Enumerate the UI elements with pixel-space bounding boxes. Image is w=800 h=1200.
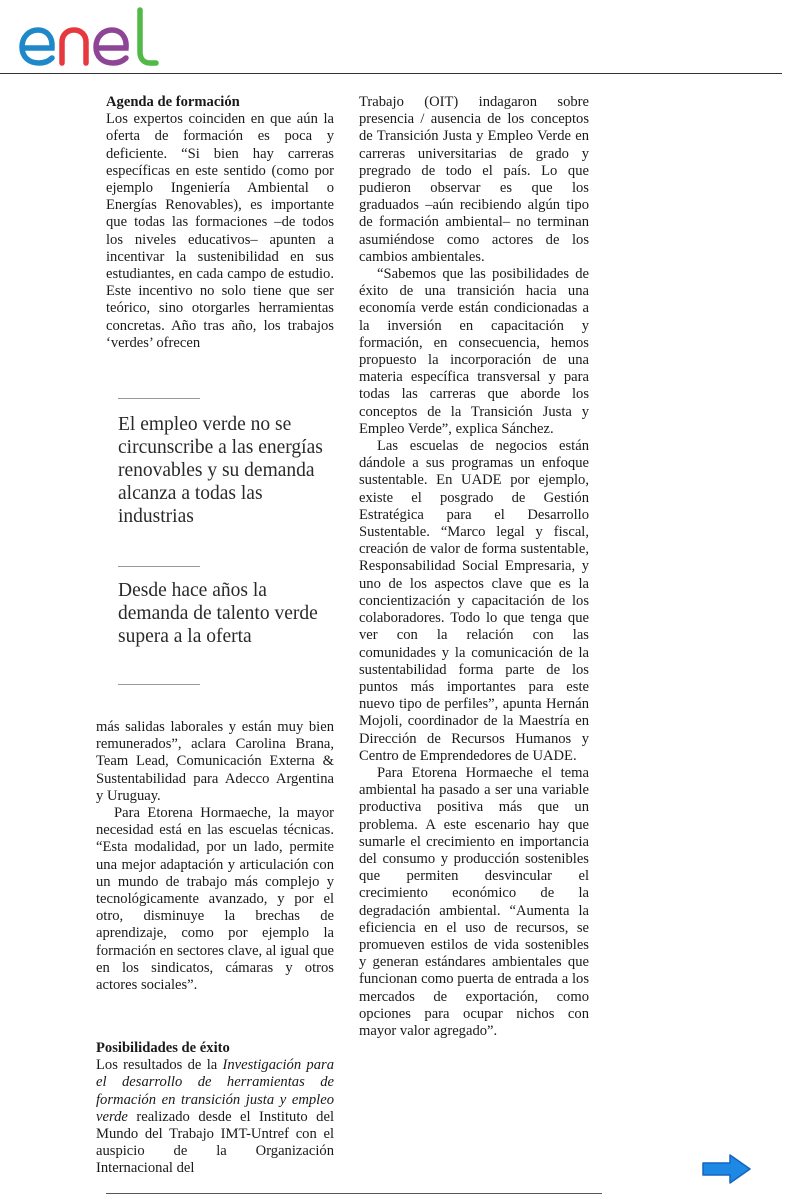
pullquote-empleo-verde: El empleo verde no se circunscribe a las energías renovables y su demanda alcanza a todas las industrias	[118, 414, 323, 527]
pullquote-rule	[118, 684, 200, 685]
paragraph-escuelas-tecnicas: Para Etorena Hormaeche, la mayor necesidad está en las escuelas técnicas. “Esta modalidad, por un lado, permite una mejor adaptación y articulación con un mundo de trabajo más complejo y tecnológicamente avanzado, y por el otro, disminuye la brechas de aprendizaje, como por ejemplo la formación en sectores clave, al igual que en los sindicatos, cámaras y otros actores sociales”.	[96, 805, 334, 994]
logo-letter-l	[140, 10, 156, 63]
paragraph-tema-ambiental: Para Etorena Hormaeche el tema ambiental ha pasado a ser una variable productiva positiva más que un problema. A este escenario hay que sumarle el crecimiento en importancia del consumo y producción sostenibles que permiten desvincular el crecimiento económico de la degradación ambiental. “Aumenta la eficiencia en el uso de recursos, se promueven estilos de vida sostenibles y generan estándares ambientales que funcionan como puerta de entrada a los mercados de exportación, como opciones para ocupar nichos con mayor valor agregado”.	[359, 764, 589, 1039]
article-column-left-top	[106, 94, 334, 352]
investigacion-rest: realizado desde el Instituto del Mundo del Trabajo IMT-Untref con el auspicio de la Organización Internacional del	[96, 1108, 334, 1177]
paragraph-agenda: Los expertos coinciden en que aún la oferta de formación es poca y deficiente. “Si bien hay carreras específicas en este sentido (como por ejemplo Ingeniería Ambiental o Energías Renovables), es importante que todas las formaciones –de todos los niveles educativos– apunten a incentivar la sustenibilidad en sus estudiantes, en cada campo de estudio. Este incentivo no solo tiene que ser teórico, sino otorgarles herramientas concretas. Año tras año, los trabajos ‘verdes’ ofrecen	[106, 111, 334, 351]
arrow-right-icon[interactable]	[700, 1152, 752, 1186]
paragraph-salidas-laborales: más salidas laborales y están muy bien remunerados”, aclara Carolina Brana, Team Lead, Comunicación Externa & Sustentabilidad para Adecco Argentina y Uruguay.	[96, 719, 334, 804]
header-divider	[0, 73, 782, 74]
investigacion-title: Investigación para el desarrollo de herramientas de formación en transición justa y empleo verde	[96, 1057, 334, 1125]
pullquote-rule	[118, 566, 200, 567]
logo-letter-n	[62, 30, 86, 63]
pullquote-rule	[118, 398, 200, 399]
section-heading-agenda: Agenda de formación	[106, 94, 240, 110]
section-heading-posibilidades: Posibilidades de éxito	[96, 1040, 230, 1056]
paragraph-oit: Trabajo (OIT) indagaron sobre presencia / ausencia de los conceptos de Transición Justa y Empleo Verde en carreras universitarias de grado y pregrado de todo el país. Lo que pudieron observar es que los graduados –aún recibiendo algún tipo de formación ambiental– no terminan asumiéndose como actores de los cambios ambientales.	[359, 94, 589, 265]
pullquote-talento-verde: Desde hace años la demanda de talento verde supera a la oferta	[118, 580, 318, 647]
investigacion-lead: Los resultados de la	[96, 1057, 223, 1074]
logo-letter-e2	[96, 30, 126, 63]
article-column-left-final	[96, 1040, 334, 1178]
paragraph-sabemos: “Sabemos que las posibilidades de éxito de una transición hacia una economía verde están condicionadas a la inversión en capacitación y formación, en consecuencia, hemos propuesto la incorporación de una materia específica transversal y para todas las carreras que aborde los conceptos de la Transición Justa y Empleo Verde”, explica Sánchez.	[359, 266, 589, 437]
footer-divider	[106, 1193, 602, 1194]
logo-letter-e	[22, 30, 52, 63]
article-column-left-bottom	[96, 719, 334, 994]
paragraph-escuelas-negocios: Las escuelas de negocios están dándole a sus programas un enfoque sustentable. En UADE por ejemplo, existe el posgrado de Gestión Estratégica para el Desarrollo Sustentable. “Marco legal y fiscal, creación de valor de forma sustentable, Responsabilidad Social Empresaria, y uno de los aspectos clave que es la concientización y capacitación de los colaboradores. Todo lo que tenga que ver con la relación con las comunidades y la comunicación de la sustentabilidad forma parte de los puntos más importantes para este nuevo tipo de perfiles”, apunta Hernán Mojoli, coordinador de la Maestría en Dirección de Recursos Humanos y Centro de Emprendedores de UADE.	[359, 438, 589, 764]
article-column-right	[359, 94, 589, 1040]
paragraph-investigacion	[96, 1057, 334, 1177]
enel-logo	[18, 6, 170, 68]
